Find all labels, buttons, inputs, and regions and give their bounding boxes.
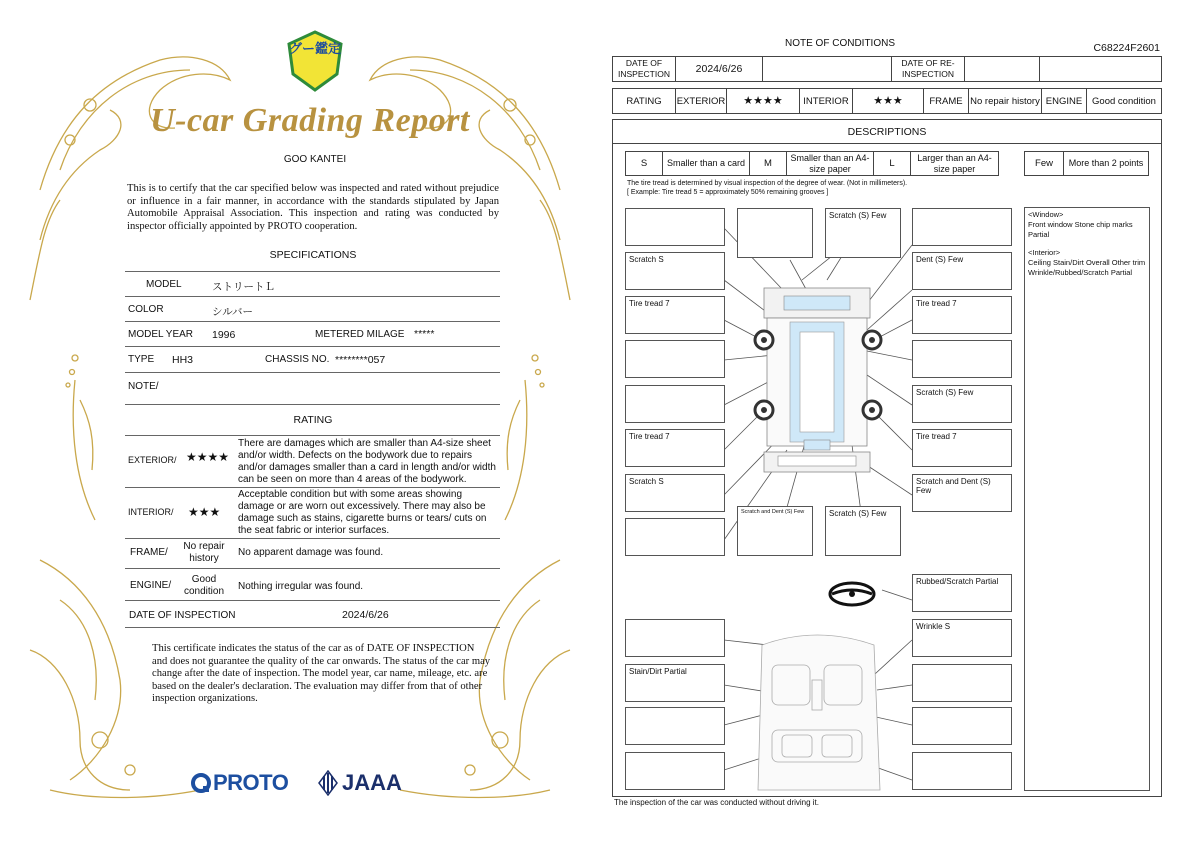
- divider: [125, 487, 500, 488]
- proto-logo-text: PROTO: [213, 770, 289, 795]
- metered-milage-label: METERED MILAGE: [315, 329, 405, 340]
- interior-description: Acceptable condition but with some areas showing damage or are worn out excessively. There may also be damage such as stains, cigarette burns or tears/ cuts on the seat fabric or interior surfaces.: [238, 489, 487, 536]
- empty-cell: [965, 57, 1040, 82]
- divider: [125, 372, 500, 373]
- model-year-value: 1996: [212, 329, 236, 341]
- divider: [125, 321, 500, 322]
- divider: [125, 404, 500, 405]
- date-of-inspection-value: 2024/6/26: [676, 57, 763, 82]
- note-id: C68224F2601: [1093, 42, 1160, 54]
- tire-note: The tire tread is determined by visual inspection of the degree of wear. (Not in millimeters).: [627, 180, 908, 187]
- exterior-stars: ★★★★: [727, 89, 800, 114]
- divider: [125, 568, 500, 569]
- legend-m-desc: Smaller than an A4-size paper: [787, 152, 874, 176]
- certificate-intro: This is to certify that the car specified below was inspected and rated without prejudice or influence in a fair manner, in accordance with the standards stipulated by Japan Automobile Appraisal Association. This inspection and rating was conducted by inspector officially appointed by PROTO cooperation.: [127, 183, 499, 232]
- empty-cell: [763, 57, 892, 82]
- interior-seats-icon: [758, 635, 880, 790]
- remarks-window-heading: <Window>: [1028, 210, 1064, 219]
- annotation-left-scratch: Scratch S: [625, 252, 725, 290]
- annotation-right-scratch-mid: Scratch (S) Few: [912, 385, 1012, 423]
- annotation-stain: Stain/Dirt Partial: [625, 664, 725, 702]
- legend-l-desc: Larger than an A4-size paper: [911, 152, 999, 176]
- exterior-description: There are damages which are smaller than A4-size sheet and/or width. Defects on the bodywork due to repairs and/or damages smaller than a card in length and/or width can be seen on more than 4 areas of the bodywork.: [238, 438, 496, 485]
- annotation-box: [625, 707, 725, 745]
- specifications-heading: SPECIFICATIONS: [269, 249, 357, 261]
- divider: [125, 435, 500, 436]
- legend-l: L: [874, 152, 911, 176]
- tire-note-example: [ Example: Tire tread 5 = approximately 50% remaining grooves ]: [627, 189, 829, 196]
- frame-label: FRAME: [924, 89, 969, 114]
- remarks-box: [1024, 207, 1150, 791]
- date-of-inspection-label: DATE OF INSPECTION: [129, 610, 236, 621]
- date-of-inspection-value: 2024/6/26: [342, 609, 389, 621]
- annotation-box: [625, 208, 725, 246]
- model-year-label: MODEL YEAR: [128, 329, 194, 340]
- annotation-box: [625, 619, 725, 657]
- frame-value: No repair history: [183, 541, 225, 564]
- empty-cell: [1040, 57, 1162, 82]
- chassis-value: ********057: [335, 354, 386, 366]
- frame-label: FRAME/: [130, 547, 168, 558]
- annotation-box: [625, 518, 725, 556]
- divider: [125, 538, 500, 539]
- annotation-box: [625, 340, 725, 378]
- rating-summary-table: [612, 88, 1162, 114]
- badge-text: グー鑑定: [288, 41, 341, 56]
- annotation-box: [912, 707, 1012, 745]
- legend-s: S: [626, 152, 663, 176]
- legend-few: Few: [1025, 152, 1064, 176]
- engine-label: ENGINE: [1042, 89, 1087, 114]
- engine-label: ENGINE/: [130, 580, 172, 591]
- annotation-box: [912, 664, 1012, 702]
- few-legend-table: [1024, 151, 1149, 176]
- legend-few-desc: More than 2 points: [1064, 152, 1149, 176]
- interior-label: INTERIOR: [800, 89, 853, 114]
- annotation-box: [737, 208, 813, 258]
- annotation-right-scratch-dent: Scratch and Dent (S) Few: [912, 474, 1012, 512]
- date-of-inspection-label: DATE OF INSPECTION: [613, 57, 676, 82]
- annotation-top-center: Scratch (S) Few: [825, 208, 901, 258]
- rating-heading: RATING: [293, 414, 333, 426]
- proto-logo-icon: [190, 772, 212, 794]
- type-value: HH3: [172, 354, 194, 366]
- annotation-box: [625, 752, 725, 790]
- inspection-dates-table: [612, 56, 1162, 82]
- annotation-left-tire-front: Tire tread 7: [625, 296, 725, 334]
- interior-stars: ★★★: [853, 89, 924, 114]
- divider: [125, 346, 500, 347]
- annotation-right-dent: Dent (S) Few: [912, 252, 1012, 290]
- size-legend-table: [625, 151, 999, 176]
- legend-m: M: [750, 152, 787, 176]
- certificate-footer: This certificate indicates the status of the car as of DATE OF INSPECTION and does not guarantee the quality of the car onwards. The status of the car may change after the date of inspection. The model year, car name, mileage, etc. are based on the dealer's declaration. The evaluation may differ from that of other inspection organizations.: [152, 643, 491, 704]
- exterior-label: EXTERIOR/: [128, 455, 177, 465]
- remarks-window-text: Front window Stone chip marks Partial: [1028, 220, 1133, 239]
- remarks-interior-text: Ceiling Stain/Dirt Overall Other trim Wrinkle/Rubbed/Scratch Partial: [1028, 258, 1146, 277]
- divider: [125, 271, 500, 272]
- exterior-stars: ★★★★: [186, 450, 230, 464]
- annotation-box: [912, 340, 1012, 378]
- annotation-bottom-scratch: Scratch (S) Few: [825, 506, 901, 556]
- annotation-left-tire-rear: Tire tread 7: [625, 429, 725, 467]
- annotation-wrinkle: Wrinkle S: [912, 619, 1012, 657]
- note-label: NOTE/: [128, 381, 159, 392]
- note-footer: The inspection of the car was conducted without driving it.: [614, 798, 819, 807]
- annotation-left-scratch-rear: Scratch S: [625, 474, 725, 512]
- steering-wheel-icon: [830, 583, 874, 605]
- remarks-interior-heading: <Interior>: [1028, 248, 1061, 257]
- frame-value: No repair history: [969, 89, 1042, 114]
- annotation-bottom-scratch-dent: Scratch and Dent (S) Few: [737, 506, 813, 556]
- frame-description: No apparent damage was found.: [238, 547, 384, 558]
- chassis-label: CHASSIS NO.: [265, 354, 330, 365]
- model-value: ストリートＬ: [212, 281, 275, 293]
- divider: [125, 627, 500, 628]
- exterior-label: EXTERIOR: [676, 89, 727, 114]
- annotation-box: [912, 752, 1012, 790]
- type-label: TYPE: [128, 354, 155, 365]
- date-of-reinspection-label: DATE OF RE-INSPECTION: [892, 57, 965, 82]
- jaaa-logo-icon: [318, 770, 338, 796]
- engine-value: Good condition: [183, 574, 225, 597]
- divider: [125, 296, 500, 297]
- annotation-right-tire-rear: Tire tread 7: [912, 429, 1012, 467]
- divider: [612, 143, 1162, 144]
- metered-milage-value: *****: [414, 328, 435, 340]
- annotation-steering: Rubbed/Scratch Partial: [912, 574, 1012, 612]
- note-title: NOTE OF CONDITIONS: [785, 38, 895, 49]
- organization-name: GOO KANTEI: [283, 154, 347, 165]
- color-label: COLOR: [128, 304, 164, 315]
- rating-label: RATING: [613, 89, 676, 114]
- report-title: U-car Grading Report: [150, 102, 470, 139]
- divider: [125, 600, 500, 601]
- color-value: シルバー: [212, 306, 254, 318]
- interior-label: INTERIOR/: [128, 507, 174, 517]
- descriptions-heading: DESCRIPTIONS: [847, 126, 927, 138]
- annotation-box: [625, 385, 725, 423]
- model-label: MODEL: [146, 279, 182, 290]
- legend-s-desc: Smaller than a card: [663, 152, 750, 176]
- annotation-right-tire-front: Tire tread 7: [912, 296, 1012, 334]
- annotation-box: [912, 208, 1012, 246]
- car-top-view-icon: [755, 288, 881, 472]
- jaaa-logo-text: JAAA: [342, 770, 402, 795]
- interior-stars: ★★★: [188, 505, 221, 519]
- goo-kantei-badge-icon: [287, 30, 343, 92]
- engine-value: Good condition: [1087, 89, 1162, 114]
- engine-description: Nothing irregular was found.: [238, 581, 364, 592]
